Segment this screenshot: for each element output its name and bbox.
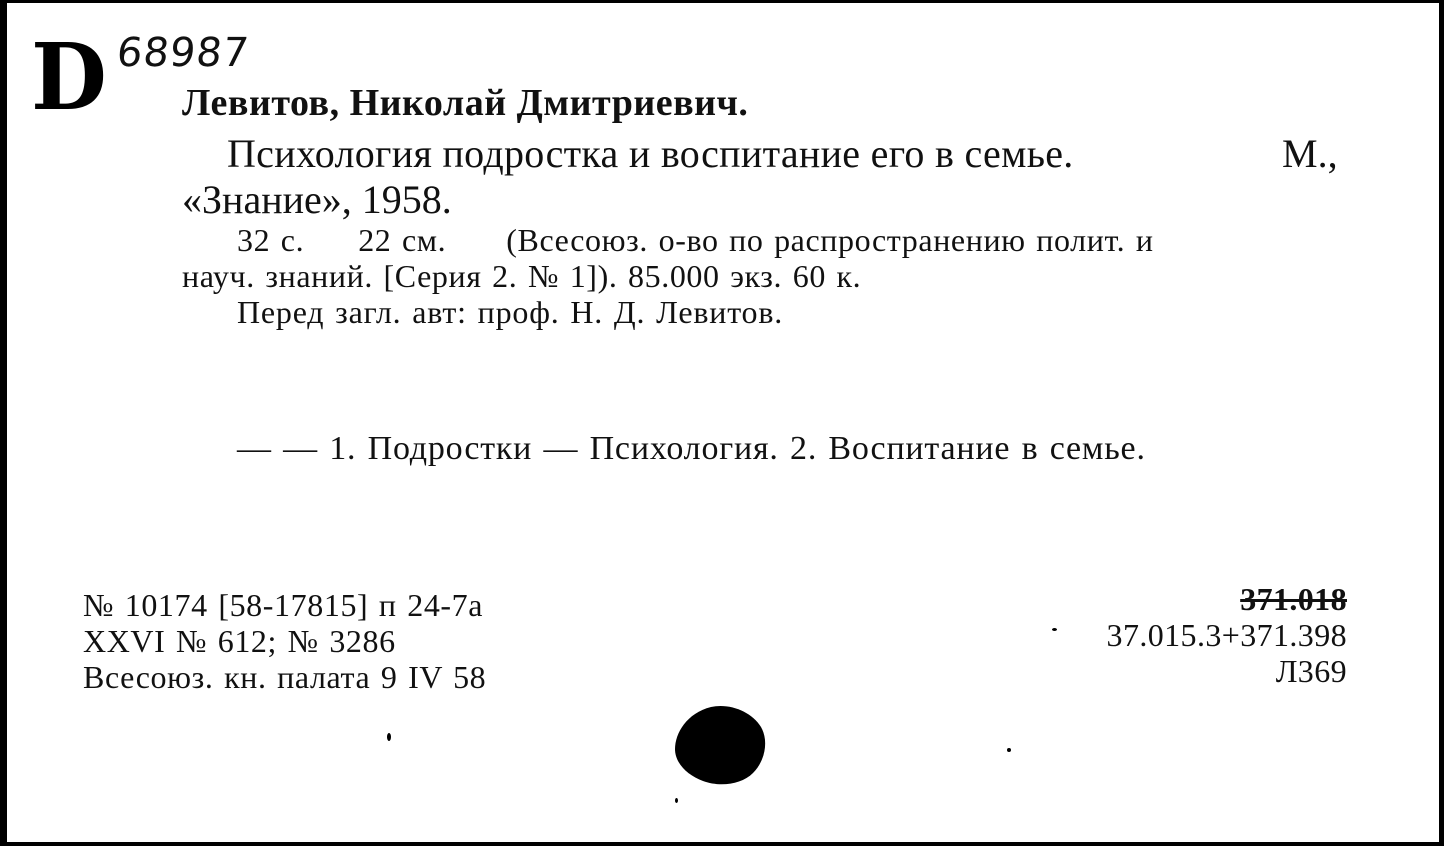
collection-letter: D <box>30 23 105 131</box>
udc-number: 37.015.3+371.398 <box>1106 617 1347 653</box>
registration-line: № 10174 [58-17815] п 24-7а <box>83 587 484 623</box>
place-of-publication: М., <box>1282 131 1338 176</box>
pages: 32 с. <box>237 222 305 258</box>
publisher-year: «Знание», 1958. <box>182 177 452 222</box>
series-note-start: (Всесоюз. о-во по распространению полит. и <box>506 222 1154 258</box>
subject-tracings: — — 1. Подростки — Психология. 2. Воспитание в семье. <box>237 430 1146 467</box>
registration-line: XXVI № 612; № 3286 <box>83 623 396 659</box>
series-note-end: науч. знаний. [Серия 2. № 1]). 85.000 экз. 60 к. <box>182 258 862 294</box>
ink-speck <box>1007 748 1011 752</box>
author-mark: Л369 <box>1275 653 1347 689</box>
registration-block <box>83 587 486 695</box>
ink-speck <box>387 733 391 741</box>
responsibility-statement: Перед загл. авт: проф. Н. Д. Левитов. <box>237 294 784 330</box>
registration-line: Всесоюз. кн. палата 9 IV 58 <box>83 659 487 695</box>
title: Психология подростка и воспитание его в семье. <box>227 131 1074 176</box>
author-heading: Левитов, Николай Дмитриевич. <box>182 82 749 124</box>
classification-block <box>1107 581 1347 689</box>
size: 22 см. <box>358 222 447 258</box>
handwritten-inventory-number: 68987 <box>114 30 252 76</box>
struck-classification: 371.018 <box>1240 581 1347 617</box>
ink-blot <box>673 703 769 787</box>
collation-line <box>237 221 1357 259</box>
ink-speck <box>1052 628 1057 631</box>
ink-speck <box>675 798 678 803</box>
